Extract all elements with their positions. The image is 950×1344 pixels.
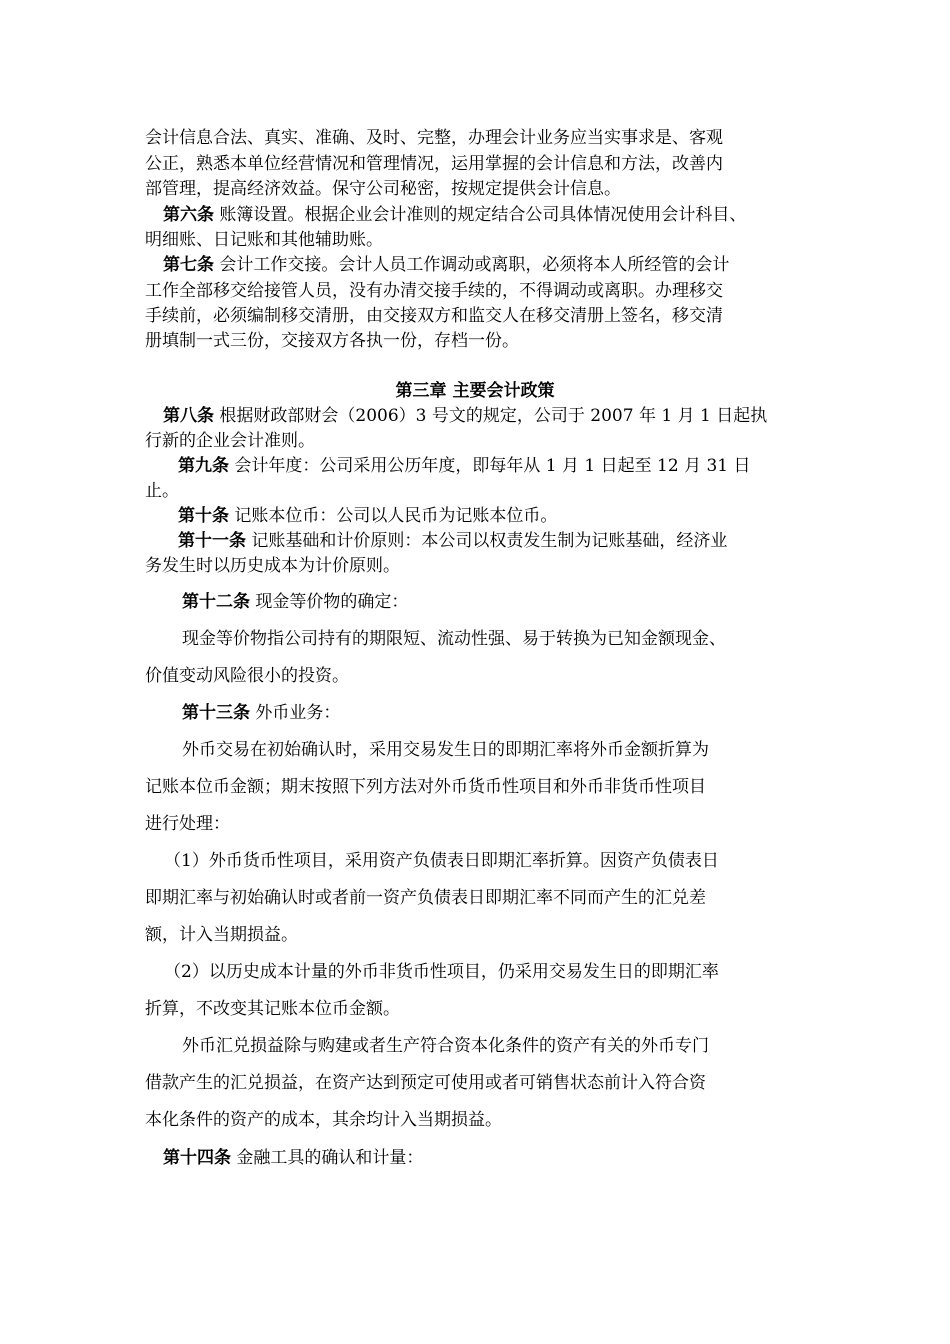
article-13-item2-line-2: 折算，不改变其记账本位币金额。 — [145, 999, 400, 1019]
article-8-label: 第八条 — [163, 406, 214, 426]
intro-line-3: 部管理，提高经济效益。保守公司秘密，按规定提供会计信息。 — [145, 179, 621, 199]
article-13-para1-line-3: 进行处理： — [145, 814, 230, 834]
article-11-line-1 — [178, 530, 727, 552]
article-13-label: 第十三条 — [182, 703, 250, 723]
article-13-item1-line-2: 即期汇率与初始确认时或者前一资产负债表日即期汇率不同而产生的汇兑差 — [145, 888, 706, 908]
article-14-label: 第十四条 — [163, 1148, 231, 1168]
article-6-text: 账簿设置。根据企业会计准则的规定结合公司具体情况使用会计科目、 — [214, 205, 747, 225]
article-7-label: 第七条 — [163, 255, 214, 275]
article-12-label: 第十二条 — [182, 592, 250, 612]
article-10-line-1 — [178, 505, 557, 527]
article-6-line-2: 明细账、日记账和其他辅助账。 — [145, 230, 383, 250]
article-9-text: 会计年度：公司采用公历年度，即每年从 1 月 1 日起至 12 月 31 日 — [229, 456, 751, 476]
article-13-text: 外币业务： — [250, 703, 341, 723]
article-11-line-2: 务发生时以历史成本为计价原则。 — [145, 556, 400, 576]
article-9-line-1 — [178, 455, 751, 477]
article-7-text: 会计工作交接。会计人员工作调动或离职，必须将本人所经管的会计 — [214, 255, 730, 275]
article-6-line-1 — [163, 204, 746, 226]
article-13-para1-line-1: 外币交易在初始确认时，采用交易发生日的即期汇率将外币金额折算为 — [182, 740, 709, 760]
article-13-para2-line-3: 本化条件的资产的成本，其余均计入当期损益。 — [145, 1110, 502, 1130]
article-14-line-1 — [163, 1147, 423, 1169]
intro-line-2: 公正，熟悉本单位经营情况和管理情况，运用掌握的会计信息和方法，改善内 — [145, 154, 723, 174]
article-12-para-line-1: 现金等价物指公司持有的期限短、流动性强、易于转换为已知金额现金、 — [182, 629, 726, 649]
article-7-line-2: 工作全部移交给接管人员，没有办清交接手续的，不得调动或离职。办理移交 — [145, 281, 723, 301]
article-13-line-1 — [182, 702, 340, 724]
article-8-text: 根据财政部财会（2006）3 号文的规定，公司于 2007 年 1 月 1 日起执 — [214, 406, 768, 426]
article-9-line-2: 止。 — [145, 481, 179, 501]
article-13-item1-line-3: 额，计入当期损益。 — [145, 925, 298, 945]
article-13-para2-line-1: 外币汇兑损益除与购建或者生产符合资本化条件的资产有关的外币专门 — [182, 1036, 709, 1056]
chapter-3-heading: 第三章 主要会计政策 — [395, 381, 555, 401]
article-10-label: 第十条 — [178, 506, 229, 526]
article-13-para1-line-2: 记账本位币金额；期末按照下列方法对外币货币性项目和外币非货币性项目 — [145, 777, 706, 797]
article-12-line-1 — [182, 591, 408, 613]
article-6-label: 第六条 — [163, 205, 214, 225]
article-9-label: 第九条 — [178, 456, 229, 476]
article-7-line-4: 册填制一式三份，交接双方各执一份，存档一份。 — [145, 331, 519, 351]
intro-line-1: 会计信息合法、真实、准确、及时、完整，办理会计业务应当实事求是、客观 — [145, 128, 723, 148]
article-12-text: 现金等价物的确定： — [250, 592, 409, 612]
article-13-para2-line-2: 借款产生的汇兑损益，在资产达到预定可使用或者可销售状态前计入符合资 — [145, 1073, 706, 1093]
article-12-para-line-2: 价值变动风险很小的投资。 — [145, 666, 349, 686]
article-11-label: 第十一条 — [178, 531, 246, 551]
article-14-text: 金融工具的确认和计量： — [231, 1148, 424, 1168]
article-8-line-1 — [163, 405, 767, 427]
article-13-item1-line-1: （1）外币货币性项目，采用资产负债表日即期汇率折算。因资产负债表日 — [164, 851, 719, 871]
article-8-line-2: 行新的企业会计准则。 — [145, 431, 315, 451]
article-11-text: 记账基础和计价原则：本公司以权责发生制为记账基础，经济业 — [246, 531, 728, 551]
article-13-item2-line-1: （2）以历史成本计量的外币非货币性项目，仍采用交易发生日的即期汇率 — [164, 962, 719, 982]
article-7-line-3: 手续前，必须编制移交清册，由交接双方和监交人在移交清册上签名，移交清 — [145, 306, 723, 326]
article-10-text: 记账本位币：公司以人民币为记账本位币。 — [229, 506, 558, 526]
article-7-line-1 — [163, 254, 729, 276]
